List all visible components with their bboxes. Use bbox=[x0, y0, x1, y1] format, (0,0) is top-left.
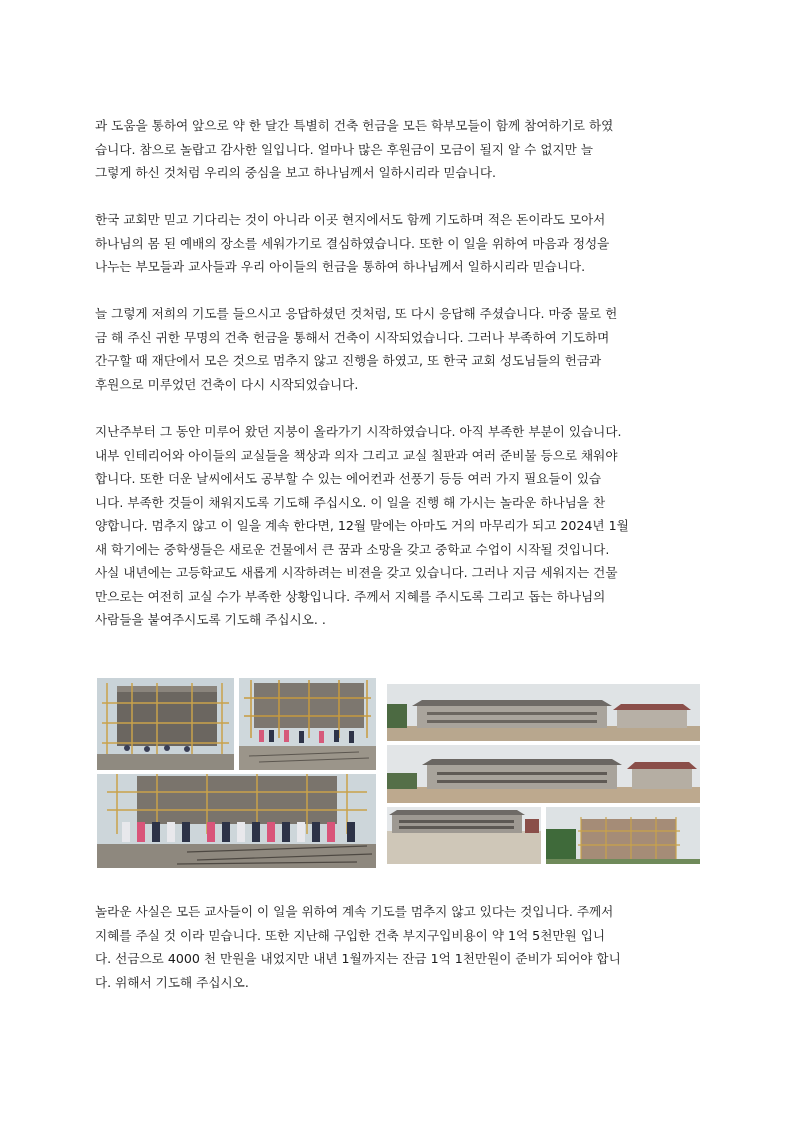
text-line: 양합니다. 멈추지 않고 이 일을 계속 한다면, 12월 말에는 아마도 거의 마무리가 되고 2024년 1월 bbox=[95, 518, 629, 533]
text-line: 간구할 때 재단에서 모은 것으로 멈추지 않고 진행을 하였고, 또 한국 교회 성도님들의 헌금과 bbox=[95, 353, 602, 368]
text-line: 하나님의 몸 된 예배의 장소를 세워가기로 결심하였습니다. 또한 이 일을 위하여 마음과 정성을 bbox=[95, 235, 610, 251]
text-line: 나누는 부모들과 교사들과 우리 아이들의 헌금을 통하여 하나님께서 일하시리라 믿습니다. bbox=[95, 259, 586, 274]
long-building-photo-2 bbox=[387, 745, 700, 803]
text-line: 새 학기에는 중학생들은 새로운 건물에서 큰 꿈과 소망을 갖고 중학교 수업이 시작될 것입니다. bbox=[95, 541, 610, 557]
text-line: 사실 내년에는 고등학교도 새롭게 시작하려는 비젼을 갖고 있습니다. 그러나 지금 세워지는 건물 bbox=[95, 565, 618, 580]
paragraph-3 bbox=[95, 302, 699, 396]
text-line: 니다. 부족한 것들이 채워지도록 기도해 주십시오. 이 일을 진행 해 가시는 놀라운 하나님을 찬 bbox=[95, 494, 606, 510]
paragraph-1 bbox=[95, 114, 699, 185]
text-line: 금 해 주신 귀한 무명의 건축 헌금을 통해서 건축이 시작되었습니다. 그러나 부족하여 기도하며 bbox=[95, 329, 610, 345]
text-line: 과 도움을 통하여 앞으로 약 한 달간 특별히 건축 헌금을 모든 학부모들이 함께 참여하기로 하였 bbox=[95, 118, 614, 133]
scaffold-tower-photo bbox=[97, 678, 234, 770]
building-far-photo bbox=[387, 807, 541, 864]
group-scaffold-photo bbox=[239, 678, 376, 770]
text-line: 놀라운 사실은 모든 교사들이 이 일을 위하여 계속 기도를 멈추지 않고 있다는 것입니다. 주께서 bbox=[95, 904, 614, 919]
text-line: 지혜를 주실 것 이라 믿습니다. 또한 지난해 구입한 건축 부지구입비용이 약 1억 5천만원 입니 bbox=[95, 927, 606, 943]
building-close-photo bbox=[546, 807, 700, 864]
text-line: 후원으로 미루었던 건축이 다시 시작되었습니다. bbox=[95, 376, 359, 392]
text-line: 사람들을 붙여주시도록 기도해 주십시오. . bbox=[95, 612, 326, 627]
text-line: 내부 인테리어와 아이들의 교실들을 책상과 의자 그리고 교실 칠판과 여러 준비물 등으로 채워야 bbox=[95, 447, 618, 463]
text-line: 늘 그렇게 저희의 기도를 들으시고 응답하셨던 것처럼, 또 다시 응답해 주셨습니다. 마중 물로 헌 bbox=[95, 306, 618, 321]
text-line: 그렇게 하신 것처럼 우리의 중심을 보고 하나님께서 일하시리라 믿습니다. bbox=[95, 165, 496, 180]
paragraph-4 bbox=[95, 420, 699, 632]
paragraph-2 bbox=[95, 208, 699, 279]
paragraph-5 bbox=[95, 900, 699, 994]
text-line: 다. 위해서 기도해 주십시오. bbox=[95, 974, 249, 990]
text-line: 한국 교회만 믿고 기다리는 것이 아니라 이곳 현지에서도 함께 기도하며 적은 돈이라도 모아서 bbox=[95, 212, 606, 227]
text-line: 습니다. 참으로 놀랍고 감사한 일입니다. 얼마나 많은 후원금이 모금이 될지 알 수 없지만 늘 bbox=[95, 141, 594, 157]
text-line: 지난주부터 그 동안 미루어 왔던 지붕이 올라가기 시작하였습니다. 아직 부족한 부분이 있습니다. bbox=[95, 424, 622, 439]
text-line: 다. 선금으로 4000 천 만원을 내었지만 내년 1월까지는 잔금 1억 1천만원이 준비가 되어야 합니 bbox=[95, 951, 621, 966]
group-large-photo bbox=[97, 774, 376, 868]
long-building-photo-1 bbox=[387, 684, 700, 741]
text-line: 합니다. 또한 더운 날씨에서도 공부할 수 있는 에어컨과 선풍기 등등 여러 가지 필요들이 있습 bbox=[95, 471, 602, 486]
text-line: 만으로는 여전히 교실 수가 부족한 상황입니다. 주께서 지혜를 주시도록 그리고 돕는 하나님의 bbox=[95, 588, 606, 604]
